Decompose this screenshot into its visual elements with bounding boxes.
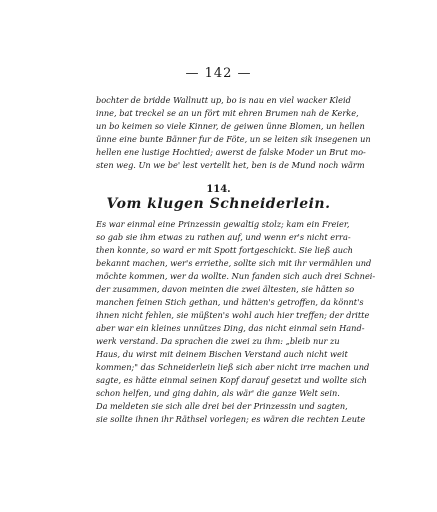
text-line: hellen ene lustige Hochtied; awerst de falske Moder un Brut mo- [96,147,366,157]
text-line: schon helfen, und ging dahin, als wär' die ganze Welt sein. [96,388,340,398]
text-line: bekannt machen, wer's erriethe, sollte sich mit ihr vermählen und [96,258,372,268]
text-line: inne, bat treckel se an un fört mit ehren Brumen nah de Kerke, [96,108,359,118]
section-title: Vom klugen Schneiderlein. [106,196,331,212]
text-line: bochter de bridde Wallnutt up, bo is nau en viel wacker Kleid [96,95,351,105]
text-line: möchte kommen, wer da wollte. Nun fanden sich auch drei Schnei- [96,271,376,281]
section-number: 114. [206,184,231,195]
text-line: kommen;" das Schneiderlein ließ sich aber nicht irre machen und [96,362,370,372]
text-line: Es war einmal eine Prinzessin gewaltig stolz; kam ein Freier, [96,219,350,229]
text-line: sie sollte ihnen ihr Räthsel vorlegen; es wären die rechten Leute [96,414,366,424]
text-line: Haus, du wirst mit deinem Bischen Verstand auch nicht weit [96,349,348,359]
text-line: un bo keimen so viele Kinner, de geiwen ünne Blomen, un hellen [96,121,365,131]
text-line: Da meldeten sie sich alle drei bei der Prinzessin und sagten, [96,401,348,411]
text-line: ihnen nicht fehlen, sie müßten's wohl auch hier treffen; der dritte [96,310,370,320]
text-line: der zusammen, davon meinten die zwei ältesten, sie hätten so [96,284,355,294]
text-line: so gab sie ihm etwas zu rathen auf, und wenn er's nicht erra- [96,232,351,242]
text-line: aber war ein kleines unnützes Ding, das nicht einmal sein Hand- [96,323,365,333]
text-line: ünne eine bunte Bänner fur de Föte, un se leiten sik insegenen un [96,134,371,144]
text-line: werk verstand. Da sprachen die zwei zu ihm: „bleib nur zu [96,336,340,346]
text-line: manchen feinen Stich gethan, und hätten's getroffen, da könnt's [96,297,364,307]
text-line: sagte, es hätte einmal seinen Kopf darauf gesetzt und wollte sich [96,375,367,385]
text-line: then konnte, so ward er mit Spott fortgeschickt. Sie ließ auch [96,245,353,255]
page-number: — 142 — [185,66,252,81]
text-line: sten weg. Un we be' lest vertellt het, ben is de Mund noch wärm [96,160,365,170]
